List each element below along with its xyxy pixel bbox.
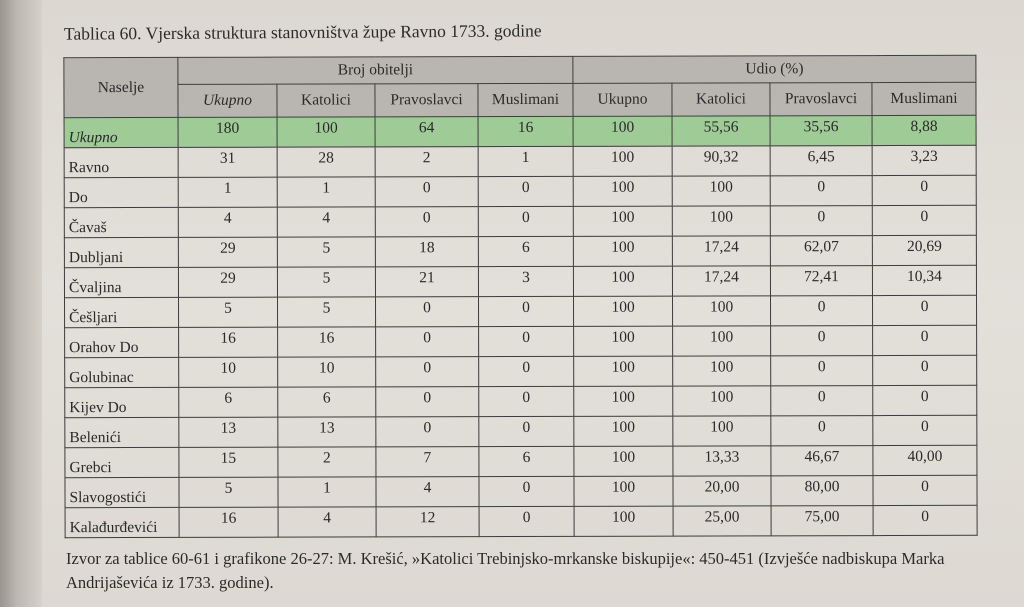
cell: 0 bbox=[872, 205, 976, 235]
row-name: Čavaš bbox=[64, 207, 178, 237]
cell: 100 bbox=[574, 386, 673, 416]
cell: 13 bbox=[278, 417, 376, 447]
cell: 6 bbox=[278, 387, 376, 417]
cell: 5 bbox=[277, 267, 375, 297]
table-row bbox=[65, 505, 977, 537]
cell: 0 bbox=[873, 505, 977, 535]
cell: 12 bbox=[376, 507, 479, 537]
cell: 40,00 bbox=[873, 445, 977, 475]
cell: 10 bbox=[179, 357, 278, 387]
row-name: Čvaljina bbox=[64, 267, 178, 297]
cell: 16 bbox=[478, 116, 573, 146]
cell: 18 bbox=[375, 237, 478, 267]
cell: 20,69 bbox=[872, 235, 976, 265]
book-spine-shadow bbox=[0, 0, 42, 607]
row-name: Orahov Do bbox=[65, 327, 179, 357]
cell: 0 bbox=[873, 325, 977, 355]
cell: 0 bbox=[376, 357, 479, 387]
cell: 0 bbox=[376, 417, 479, 447]
subheader-muslimani-count: Muslimani bbox=[478, 83, 573, 116]
cell: 4 bbox=[278, 507, 376, 537]
cell: 6,45 bbox=[770, 146, 872, 176]
table-row bbox=[64, 265, 976, 297]
cell: 0 bbox=[478, 176, 573, 206]
cell: 0 bbox=[479, 386, 574, 416]
cell: 0 bbox=[873, 475, 977, 505]
cell: 1 bbox=[178, 177, 277, 207]
cell: 100 bbox=[672, 206, 770, 236]
table-body bbox=[64, 115, 977, 537]
row-name: Kijev Do bbox=[65, 387, 179, 417]
cell: 0 bbox=[479, 506, 574, 536]
cell: 100 bbox=[574, 326, 673, 356]
cell: 0 bbox=[479, 326, 574, 356]
row-name: Belenići bbox=[65, 417, 179, 447]
subheader-pravoslavci-share: Pravoslavci bbox=[770, 83, 872, 116]
cell: 90,32 bbox=[672, 146, 770, 176]
cell: 2 bbox=[278, 447, 376, 477]
cell: 46,67 bbox=[771, 446, 873, 476]
cell: 100 bbox=[574, 446, 673, 476]
cell: 100 bbox=[673, 296, 771, 326]
cell: 80,00 bbox=[771, 476, 873, 506]
cell: 13 bbox=[179, 417, 278, 447]
cell: 31 bbox=[178, 147, 277, 177]
row-name: Golubinac bbox=[65, 357, 179, 387]
source-note: Izvor za tablice 60-61 i grafikone 26-27: M. Krešić, »Katolici Trebinjsko-mrkanske biskupije«: 450-451 (Izvješće nadbiskupa Marka Andrijaševića iz 1733. godine). bbox=[66, 549, 945, 592]
cell: 4 bbox=[376, 477, 479, 507]
cell: 100 bbox=[573, 116, 672, 146]
cell: 25,00 bbox=[673, 506, 771, 536]
cell: 0 bbox=[376, 387, 479, 417]
cell: 29 bbox=[178, 267, 277, 297]
cell: 0 bbox=[771, 296, 873, 326]
cell: 100 bbox=[673, 386, 771, 416]
subheader-katolici-share: Katolici bbox=[672, 83, 770, 116]
cell: 6 bbox=[179, 387, 278, 417]
cell: 4 bbox=[277, 207, 375, 237]
cell: 100 bbox=[277, 117, 375, 147]
cell: 17,24 bbox=[672, 236, 770, 266]
table-row bbox=[64, 175, 976, 207]
cell: 4 bbox=[178, 207, 277, 237]
table-row bbox=[65, 355, 977, 387]
cell: 5 bbox=[179, 477, 278, 507]
cell: 20,00 bbox=[673, 476, 771, 506]
cell: 6 bbox=[478, 236, 573, 266]
cell: 0 bbox=[872, 175, 976, 205]
cell: 15 bbox=[179, 447, 278, 477]
cell: 0 bbox=[376, 297, 479, 327]
cell: 100 bbox=[574, 416, 673, 446]
cell: 8,88 bbox=[872, 115, 976, 145]
cell: 0 bbox=[479, 356, 574, 386]
cell: 28 bbox=[277, 147, 375, 177]
row-name: Kalađurđevići bbox=[65, 507, 179, 537]
cell: 0 bbox=[771, 326, 873, 356]
cell: 100 bbox=[673, 326, 771, 356]
header-udio: Udio (%) bbox=[573, 55, 976, 83]
table-row bbox=[64, 145, 976, 177]
row-name: Grebci bbox=[65, 447, 179, 477]
cell: 10 bbox=[278, 357, 376, 387]
cell: 5 bbox=[278, 297, 376, 327]
table-row-total bbox=[64, 115, 976, 147]
cell: 0 bbox=[873, 295, 977, 325]
cell: 0 bbox=[873, 355, 977, 385]
cell: 0 bbox=[771, 416, 873, 446]
cell: 35,56 bbox=[770, 116, 872, 146]
cell: 3 bbox=[478, 266, 573, 296]
cell: 100 bbox=[573, 266, 672, 296]
cell: 0 bbox=[770, 206, 872, 236]
cell: 5 bbox=[179, 297, 278, 327]
cell: 100 bbox=[672, 176, 770, 206]
cell: 75,00 bbox=[771, 506, 873, 536]
cell: 100 bbox=[673, 416, 771, 446]
cell: 17,24 bbox=[672, 266, 770, 296]
cell: 16 bbox=[179, 507, 278, 537]
table-row bbox=[65, 295, 977, 327]
cell: 0 bbox=[770, 176, 872, 206]
cell: 64 bbox=[375, 117, 478, 147]
cell: 0 bbox=[375, 177, 478, 207]
cell: 100 bbox=[574, 506, 673, 536]
table-row bbox=[64, 205, 976, 237]
table-row bbox=[65, 415, 977, 447]
cell: 13,33 bbox=[673, 446, 771, 476]
subheader-pravoslavci-count: Pravoslavci bbox=[375, 84, 478, 117]
cell: 0 bbox=[873, 415, 977, 445]
cell: 0 bbox=[376, 327, 479, 357]
cell: 16 bbox=[179, 327, 278, 357]
cell: 0 bbox=[479, 416, 574, 446]
cell: 0 bbox=[375, 207, 478, 237]
cell: 0 bbox=[771, 386, 873, 416]
cell: 21 bbox=[375, 267, 478, 297]
cell: 100 bbox=[573, 176, 672, 206]
header-naselje: Naselje bbox=[64, 57, 178, 117]
cell: 1 bbox=[278, 477, 376, 507]
cell: 100 bbox=[573, 236, 672, 266]
cell: 100 bbox=[573, 206, 672, 236]
cell: 3,23 bbox=[872, 145, 976, 175]
cell: 72,41 bbox=[770, 266, 872, 296]
table-row bbox=[64, 235, 976, 267]
table-row bbox=[65, 445, 977, 477]
cell: 0 bbox=[771, 356, 873, 386]
cell: 0 bbox=[873, 385, 977, 415]
row-name: Ravno bbox=[64, 147, 178, 177]
religious-structure-table bbox=[63, 55, 977, 538]
row-name: Slavogostići bbox=[65, 477, 179, 507]
row-name: Ukupno bbox=[64, 117, 178, 147]
cell: 62,07 bbox=[770, 236, 872, 266]
cell: 100 bbox=[574, 356, 673, 386]
table-row bbox=[65, 475, 977, 507]
header-broj-obitelji: Broj obitelji bbox=[178, 56, 573, 84]
cell: 100 bbox=[673, 356, 771, 386]
row-name: Do bbox=[64, 177, 178, 207]
cell: 0 bbox=[478, 206, 573, 236]
subheader-ukupno-share: Ukupno bbox=[573, 83, 672, 116]
cell: 1 bbox=[277, 177, 375, 207]
cell: 7 bbox=[376, 447, 479, 477]
cell: 6 bbox=[479, 446, 574, 476]
table-caption: Tablica 60. Vjerska struktura stanovništva župe Ravno 1733. godine bbox=[63, 20, 542, 44]
row-name: Dubljani bbox=[64, 237, 178, 267]
cell: 55,56 bbox=[672, 116, 770, 146]
cell: 100 bbox=[573, 146, 672, 176]
cell: 100 bbox=[574, 296, 673, 326]
cell: 0 bbox=[479, 296, 574, 326]
subheader-muslimani-share: Muslimani bbox=[872, 82, 976, 115]
cell: 0 bbox=[479, 476, 574, 506]
table-row bbox=[65, 325, 977, 357]
cell: 100 bbox=[574, 476, 673, 506]
cell: 10,34 bbox=[872, 265, 976, 295]
subheader-ukupno-count: Ukupno bbox=[178, 84, 277, 117]
cell: 29 bbox=[178, 237, 277, 267]
row-name: Češljari bbox=[65, 297, 179, 327]
table-row bbox=[65, 385, 977, 417]
cell: 180 bbox=[178, 117, 277, 147]
cell: 5 bbox=[277, 237, 375, 267]
cell: 16 bbox=[278, 327, 376, 357]
cell: 1 bbox=[478, 146, 573, 176]
subheader-katolici-count: Katolici bbox=[277, 84, 375, 117]
cell: 2 bbox=[375, 147, 478, 177]
